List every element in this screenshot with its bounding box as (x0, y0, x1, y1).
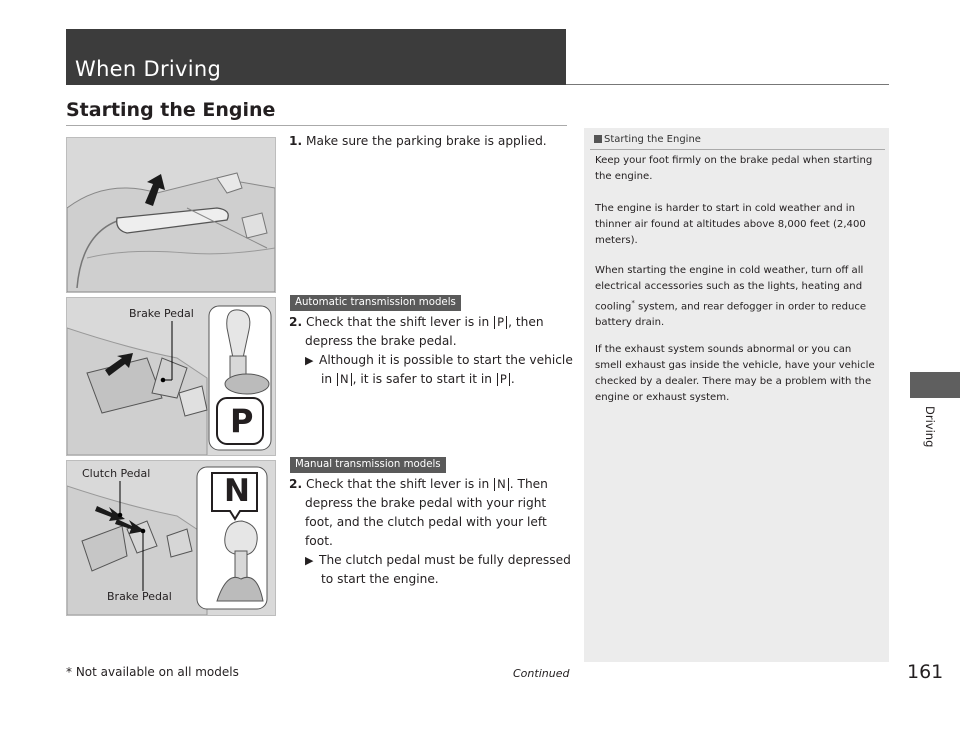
section-title: Starting the Engine (66, 99, 276, 121)
step-subtext: , it is safer to start it in (352, 372, 493, 386)
shift-p-key: P (494, 316, 507, 329)
step-text: depress the brake pedal with your right (305, 496, 547, 510)
n-position-letter: N (224, 473, 250, 509)
step-text: foot, and the clutch pedal with your left (305, 515, 547, 529)
step-text: Check that the shift lever is in (306, 477, 490, 491)
section-rule (66, 125, 567, 126)
step-number: 1. (289, 134, 303, 148)
p-position-letter: P (230, 402, 254, 440)
parking-brake-illustration (66, 137, 276, 293)
step-subtext: Although it is possible to start the vehicle (319, 353, 573, 367)
step-text: , then (508, 315, 544, 329)
footnote: * Not available on all models (66, 665, 239, 679)
sidebar-heading (594, 134, 701, 145)
clutch-pedal-label: Clutch Pedal (82, 467, 151, 480)
brake-pedal-label: Brake Pedal (107, 590, 172, 603)
chapter-title-bar (66, 29, 566, 85)
sidebar-heading-text: Starting the Engine (604, 134, 701, 145)
chapter-tab (910, 372, 960, 398)
step-subtext: in (321, 372, 333, 386)
shift-p-key: P (497, 373, 510, 386)
step-1 (289, 132, 547, 151)
step-text: Make sure the parking brake is applied. (306, 134, 547, 148)
step-2-automatic (289, 313, 579, 389)
sidebar-paragraph: The engine is harder to start in cold weather and in thinner air found at altitudes above 8,000 feet (2,400 meters). (595, 203, 866, 246)
note-icon (594, 135, 602, 143)
step-2-manual (289, 475, 579, 589)
sidebar-rule (590, 149, 885, 150)
sidebar-paragraph (595, 263, 880, 331)
step-text: . Then (509, 477, 548, 491)
chapter-tab-label: Driving (923, 406, 937, 448)
step-subtext: to start the engine. (321, 572, 439, 586)
step-text: foot. (305, 534, 333, 548)
arrow-icon: ▶ (305, 554, 314, 567)
manual-transmission-tag: Manual transmission models (290, 457, 446, 473)
step-number: 2. (289, 315, 303, 329)
automatic-brake-illustration (66, 297, 276, 456)
continued-label: Continued (513, 667, 570, 680)
title-rule (566, 84, 889, 85)
sidebar-paragraph: If the exhaust system sounds abnormal or you can smell exhaust gas inside the vehicle, have your vehicle checked by a dealer. There may be a problem with the engine or exhaust system. (595, 344, 875, 403)
sidebar-text: When starting the engine in cold weather, turn off all electrical accessories such as the lights, heating and cooling (595, 265, 864, 313)
chapter-title: When Driving (75, 57, 222, 81)
sidebar-text: system, and rear defogger in order to reduce battery drain. (595, 301, 867, 329)
footnote-marker: * (631, 299, 635, 307)
shift-n-key: N (337, 373, 352, 386)
sidebar-notes (584, 128, 889, 662)
step-number: 2. (289, 477, 303, 491)
manual-pedals-illustration (66, 460, 276, 616)
brake-pedal-label: Brake Pedal (129, 307, 194, 320)
step-subtext: The clutch pedal must be fully depressed (319, 553, 571, 567)
step-text: Check that the shift lever is in (306, 315, 490, 329)
page-number: 161 (907, 661, 944, 683)
arrow-icon: ▶ (305, 354, 314, 367)
step-text: depress the brake pedal. (305, 334, 457, 348)
sidebar-paragraph: Keep your foot firmly on the brake pedal when starting the engine. (595, 155, 873, 182)
step-subtext: . (510, 372, 515, 386)
shift-n-key: N (494, 478, 509, 491)
automatic-transmission-tag: Automatic transmission models (290, 295, 461, 311)
